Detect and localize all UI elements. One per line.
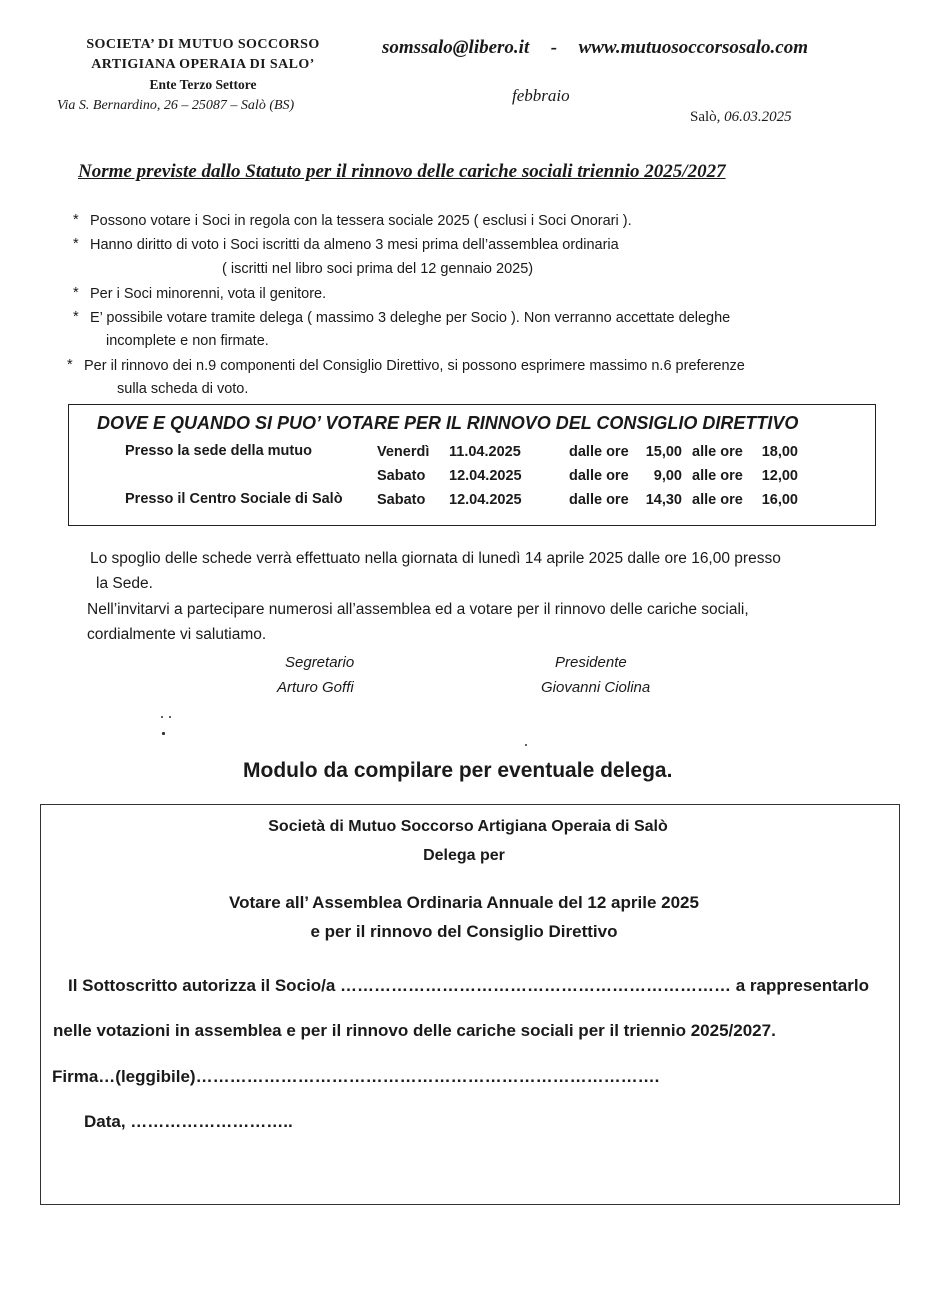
- vote-row-3-day: Sabato: [377, 492, 426, 508]
- bullet-4: *: [73, 309, 79, 325]
- vote-row-2-from: 9,00: [653, 468, 682, 484]
- org-name-line2: ARTIGIANA OPERAIA DI SALO’: [91, 57, 315, 72]
- rule-2-cont: ( iscritti nel libro soci prima del 12 gennaio 2025): [222, 261, 534, 277]
- form-vote-line-1: Votare all’ Assemblea Ordinaria Annuale del 12 aprile 2025: [229, 893, 699, 912]
- vote-row-1-date: 11.04.2025: [449, 444, 521, 460]
- form-votes-line: nelle votazioni in assemblea e per il rinnovo delle cariche sociali per il triennio 2025/2027.: [53, 1021, 776, 1040]
- vote-row-2-day: Sabato: [377, 468, 426, 484]
- delegation-heading: Modulo da compilare per eventuale delega.: [243, 759, 673, 782]
- rule-4-cont: incomplete e non firmate.: [106, 333, 269, 349]
- count-paragraph-cont: la Sede.: [96, 575, 153, 592]
- count-paragraph: Lo spoglio delle schede verrà effettuato nella giornata di lunedì 14 aprile 2025 dalle ore 16,00 presso: [90, 550, 781, 567]
- vote-row-1-from: 15,00: [645, 444, 682, 460]
- rule-4: E’ possibile votare tramite delega ( massimo 3 deleghe per Socio ). Non verranno accettate deleghe: [90, 310, 731, 326]
- bullet-1: *: [73, 212, 79, 228]
- contact-line: [382, 37, 808, 59]
- vote-row-1-day: Venerdì: [377, 444, 430, 460]
- form-date-field[interactable]: Data, ………………………..: [84, 1112, 293, 1131]
- voting-heading: DOVE E QUANDO SI PUO’ VOTARE PER IL RINNOVO DEL CONSIGLIO DIRETTIVO: [97, 413, 799, 433]
- scan-speck: [525, 744, 527, 746]
- rule-5: Per il rinnovo dei n.9 componenti del Consiglio Direttivo, si possono esprimere massimo n.6 preferenze: [84, 358, 745, 374]
- bullet-2: *: [73, 236, 79, 252]
- email-link[interactable]: somssalo@libero.it: [382, 37, 530, 58]
- rule-2: Hanno diritto di voto i Soci iscritti da almeno 3 mesi prima dell’assemblea ordinaria: [90, 237, 619, 253]
- vote-row-2-date: 12.04.2025: [449, 468, 522, 484]
- form-delega-per: Delega per: [423, 847, 505, 864]
- scan-speck: [169, 716, 171, 718]
- vote-row-3-place: Presso il Centro Sociale di Salò: [125, 491, 343, 507]
- document-title: Norme previste dallo Statuto per il rinnovo delle cariche sociali triennio 2025/2027: [78, 161, 726, 182]
- vote-row-2-from-label: dalle ore: [569, 468, 629, 484]
- president-title: Presidente: [555, 654, 627, 671]
- vote-row-1-place: Presso la sede della mutuo: [125, 443, 312, 459]
- date-value: 06.03.2025: [724, 109, 792, 125]
- form-org-name: Società di Mutuo Soccorso Artigiana Operaia di Salò: [268, 818, 668, 835]
- invite-paragraph: Nell’invitarvi a partecipare numerosi all’assemblea ed a votare per il rinnovo delle cariche sociali,: [87, 601, 749, 618]
- scan-speck: [162, 732, 165, 735]
- vote-row-1-to: 18,00: [761, 444, 798, 460]
- bullet-3: *: [73, 285, 79, 301]
- vote-row-3-to-label: alle ore: [692, 492, 743, 508]
- org-address: Via S. Bernardino, 26 – 25087 – Salò (BS): [57, 98, 295, 113]
- vote-row-3-from-label: dalle ore: [569, 492, 629, 508]
- rule-1: Possono votare i Soci in regola con la tessera sociale 2025 ( esclusi i Soci Onorari ).: [90, 213, 632, 229]
- vote-row-3-from: 14,30: [645, 492, 682, 508]
- document-date: [690, 109, 792, 126]
- secretary-name: Arturo Goffi: [277, 679, 354, 696]
- form-authorization-line[interactable]: Il Sottoscritto autorizza il Socio/a …………………………………………………………… a rappresentarlo: [68, 976, 869, 995]
- vote-row-1-from-label: dalle ore: [569, 444, 629, 460]
- vote-row-2-to-label: alle ore: [692, 468, 743, 484]
- invite-paragraph-cont: cordialmente vi salutiamo.: [87, 626, 267, 643]
- vote-row-2-to: 12,00: [761, 468, 798, 484]
- org-name-line1: SOCIETA’ DI MUTUO SOCCORSO: [86, 37, 320, 52]
- rule-5-cont: sulla scheda di voto.: [117, 381, 249, 397]
- place-label: Salò,: [690, 109, 721, 125]
- vote-row-3-to: 16,00: [761, 492, 798, 508]
- org-name-line3: Ente Terzo Settore: [149, 77, 257, 92]
- contact-separator: -: [550, 37, 558, 58]
- rule-3: Per i Soci minorenni, vota il genitore.: [90, 286, 327, 302]
- secretary-title: Segretario: [285, 654, 355, 671]
- form-vote-line-2: e per il rinnovo del Consiglio Direttivo: [310, 922, 618, 941]
- bullet-5: *: [67, 357, 73, 373]
- president-name: Giovanni Ciolina: [541, 679, 651, 696]
- form-signature-field[interactable]: Firma…(leggibile)……………………………………………………………………….: [52, 1067, 660, 1086]
- vote-row-1-to-label: alle ore: [692, 444, 743, 460]
- website-link[interactable]: www.mutuosoccorsosalo.com: [578, 37, 809, 58]
- vote-row-3-date: 12.04.2025: [449, 492, 522, 508]
- scan-speck: [161, 716, 163, 718]
- month-note: febbraio: [512, 86, 570, 105]
